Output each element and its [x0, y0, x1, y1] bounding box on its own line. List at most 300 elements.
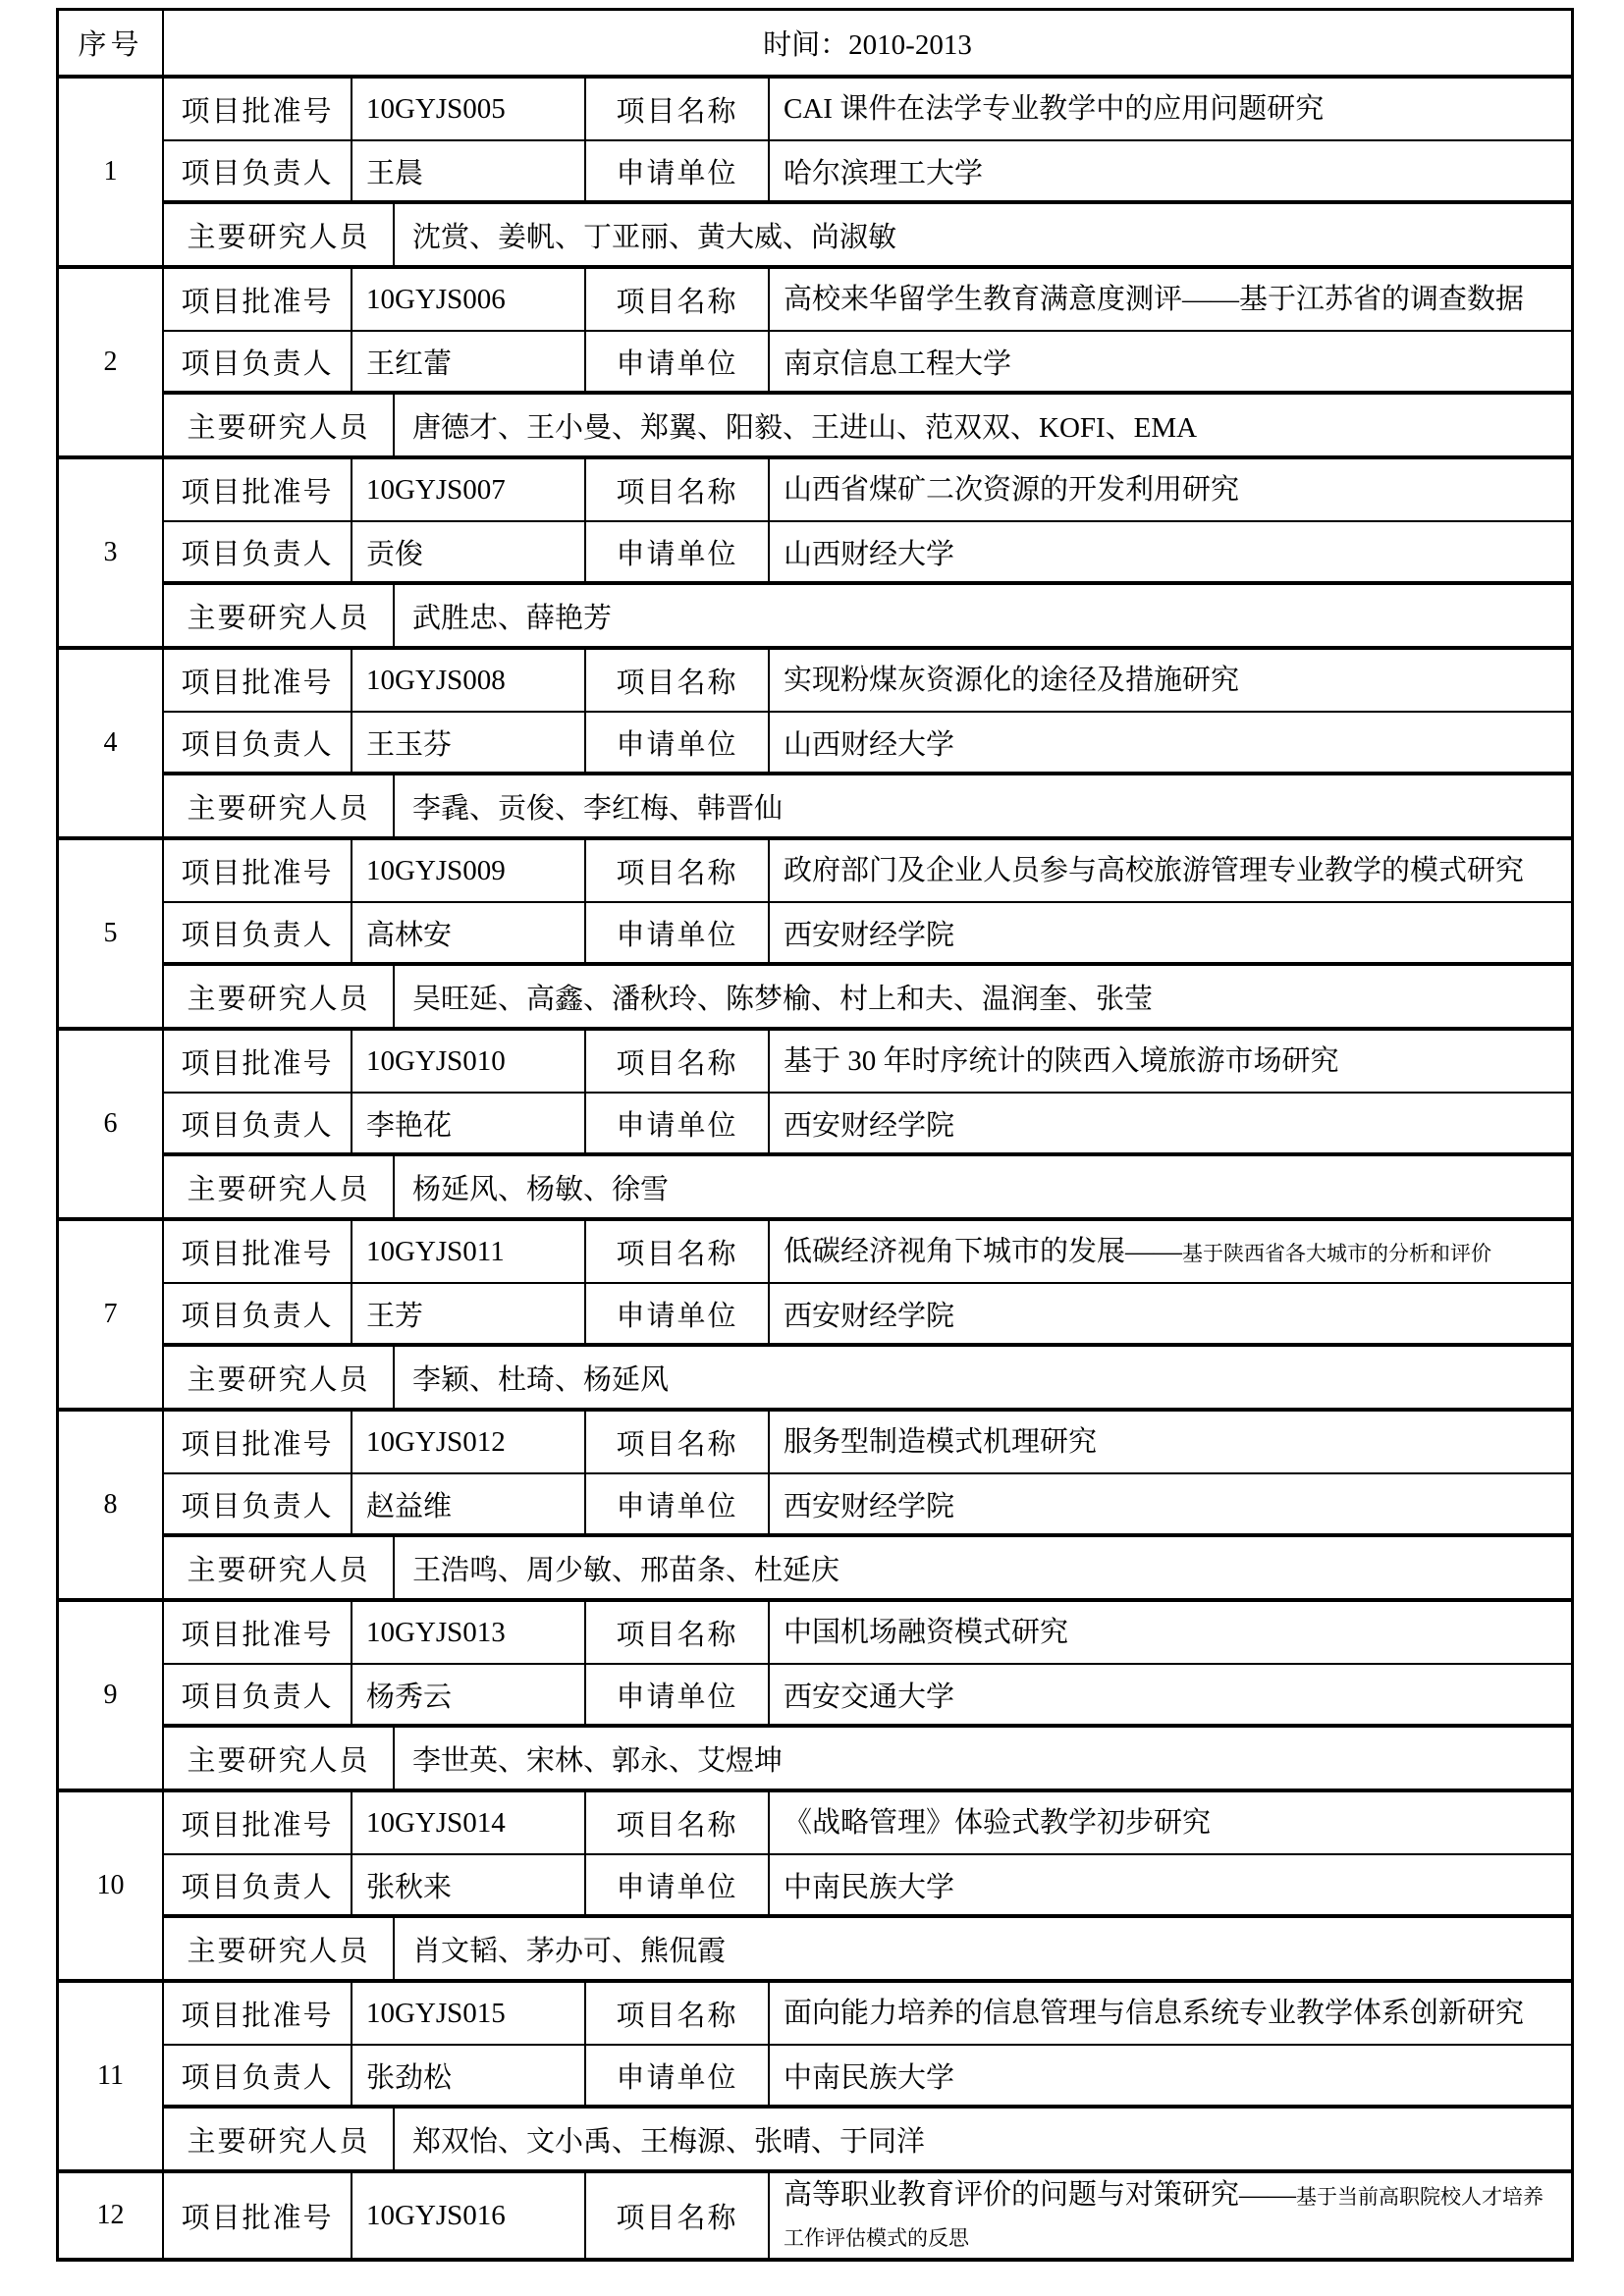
leader-label: 项目负责人 [181, 728, 334, 761]
project-name-value-cell [770, 650, 1571, 711]
project-title-wrap [784, 660, 1239, 701]
researchers-names: 李毳、贡俊、李红梅、韩晋仙 [412, 792, 784, 825]
project-block [59, 269, 1571, 459]
project-name-label-cell [586, 1031, 770, 1092]
leader-name: 王芳 [366, 1300, 424, 1332]
unit-name: 西安财经学院 [784, 919, 955, 951]
approval-label-cell [164, 459, 352, 520]
leader-label: 项目负责人 [181, 1109, 334, 1142]
project-title: 山西省煤矿二次资源的开发利用研究 [784, 473, 1240, 506]
researchers-label: 主要研究人员 [187, 1935, 370, 1967]
leader-label: 项目负责人 [181, 2061, 334, 2094]
project-researchers-row [164, 775, 1571, 836]
project-leader-row [164, 522, 1571, 585]
researchers-label: 主要研究人员 [187, 2125, 370, 2158]
approval-label-cell [164, 269, 352, 330]
project-name-label-cell [586, 1221, 770, 1282]
serial-number: 11 [97, 2060, 124, 2091]
unit-label: 申请单位 [616, 1681, 738, 1713]
project-rows [164, 1412, 1571, 1598]
approval-value-cell [352, 840, 586, 901]
serial-cell [59, 650, 164, 836]
time-header-cell [164, 11, 1571, 75]
project-researchers-row [164, 1918, 1571, 1979]
project-rows [164, 2173, 1571, 2258]
researchers-label-cell [164, 1537, 395, 1598]
leader-name: 张秋来 [366, 1871, 453, 1903]
serial-number: 4 [103, 727, 118, 758]
researchers-label-cell [164, 2109, 395, 2169]
project-name-label-cell [586, 1792, 770, 1853]
unit-value-cell [770, 2046, 1571, 2105]
researchers-label-cell [164, 204, 395, 265]
project-title: 中国机场融资模式研究 [784, 1616, 1069, 1648]
approval-value-cell [352, 1792, 586, 1853]
approval-label: 项目批准号 [181, 1428, 334, 1461]
approval-label: 项目批准号 [181, 476, 334, 508]
project-title: 基于 30 年时序统计的陕西入境旅游市场研究 [784, 1044, 1339, 1077]
unit-value-cell [770, 141, 1571, 200]
project-block [59, 1983, 1571, 2173]
table-header-row [59, 11, 1571, 79]
unit-value-cell [770, 1474, 1571, 1533]
serial-header-label: 序号 [78, 29, 143, 61]
researchers-label-cell [164, 1347, 395, 1408]
unit-name: 西安财经学院 [784, 1109, 955, 1142]
project-name-label-cell [586, 2173, 770, 2258]
serial-cell [59, 1792, 164, 1979]
approval-value-cell [352, 79, 586, 139]
researchers-names: 沈赏、姜帆、丁亚丽、黄大威、尚淑敏 [412, 221, 897, 253]
unit-label-cell [586, 141, 770, 200]
leader-value-cell [352, 141, 586, 200]
leader-label-cell [164, 1855, 352, 1914]
unit-name: 西安交通大学 [784, 1681, 955, 1713]
approval-number: 10GYJS005 [366, 92, 506, 125]
project-block [59, 650, 1571, 840]
leader-label: 项目负责人 [181, 538, 334, 570]
project-name-label-cell [586, 79, 770, 139]
leader-label-cell [164, 1665, 352, 1724]
leader-name: 贡俊 [366, 538, 424, 570]
project-name-label: 项目名称 [616, 286, 738, 318]
unit-value-cell [770, 1284, 1571, 1343]
project-approval-row [164, 840, 1571, 903]
leader-name: 李艳花 [366, 1109, 453, 1142]
project-title: 实现粉煤灰资源化的途径及措施研究 [784, 664, 1240, 696]
leader-value-cell [352, 1284, 586, 1343]
unit-label: 申请单位 [616, 2061, 738, 2094]
project-name-value-cell [770, 840, 1571, 901]
serial-number: 7 [103, 1299, 118, 1329]
project-block [59, 1602, 1571, 1792]
leader-value-cell [352, 903, 586, 962]
approval-label-cell [164, 1221, 352, 1282]
unit-label-cell [586, 1284, 770, 1343]
leader-label-cell [164, 903, 352, 962]
project-approval-row [164, 650, 1571, 713]
project-title-wrap [784, 2174, 1559, 2257]
project-name-label: 项目名称 [616, 476, 738, 508]
leader-label-cell [164, 713, 352, 772]
researchers-names: 杨延风、杨敏、徐雪 [412, 1173, 670, 1205]
approval-label: 项目批准号 [181, 1047, 334, 1080]
project-researchers-row [164, 395, 1571, 455]
approval-value-cell [352, 1602, 586, 1663]
project-name-label: 项目名称 [616, 1047, 738, 1080]
project-rows [164, 650, 1571, 836]
serial-cell [59, 1983, 164, 2169]
project-rows [164, 840, 1571, 1027]
researchers-names: 王浩鸣、周少敏、邢苗条、杜延庆 [412, 1554, 840, 1586]
unit-value-cell [770, 713, 1571, 772]
approval-number: 10GYJS011 [366, 1235, 505, 1267]
unit-name: 西安财经学院 [784, 1300, 955, 1332]
project-name-label: 项目名称 [616, 95, 738, 128]
project-leader-row [164, 1474, 1571, 1537]
unit-label-cell [586, 1665, 770, 1724]
project-leader-row [164, 1094, 1571, 1156]
time-header-text: 时间：2010-2013 [763, 29, 972, 61]
project-block [59, 79, 1571, 269]
project-name-value-cell [770, 79, 1571, 139]
project-name-value-cell [770, 1602, 1571, 1663]
project-rows [164, 1983, 1571, 2169]
unit-label: 申请单位 [616, 919, 738, 951]
project-rows [164, 1031, 1571, 1217]
project-title: 服务型制造模式机理研究 [784, 1425, 1098, 1458]
project-name-value-cell [770, 1792, 1571, 1853]
researchers-value-cell [395, 775, 1571, 836]
project-title: 面向能力培养的信息管理与信息系统专业教学体系创新研究 [784, 1997, 1525, 2029]
approval-label-cell [164, 840, 352, 901]
project-leader-row [164, 141, 1571, 204]
project-approval-row [164, 459, 1571, 522]
unit-label-cell [586, 713, 770, 772]
serial-number: 1 [103, 156, 118, 187]
project-block [59, 1792, 1571, 1983]
leader-value-cell [352, 522, 586, 581]
project-approval-row [164, 1412, 1571, 1474]
project-title-wrap [784, 279, 1524, 320]
leader-name: 王红蕾 [366, 347, 453, 380]
project-name-label: 项目名称 [616, 857, 738, 889]
leader-name: 杨秀云 [366, 1681, 453, 1713]
approval-value-cell [352, 2173, 586, 2258]
leader-name: 王玉芬 [366, 728, 453, 761]
project-table [56, 8, 1574, 2262]
project-researchers-row [164, 1347, 1571, 1408]
approval-label-cell [164, 1792, 352, 1853]
project-title-wrap [784, 1041, 1339, 1082]
project-name-label: 项目名称 [616, 1428, 738, 1461]
project-name-value-cell [770, 269, 1571, 330]
project-name-value-cell [770, 1031, 1571, 1092]
project-blocks [59, 79, 1571, 2258]
approval-number: 10GYJS008 [366, 664, 506, 696]
project-leader-row [164, 1284, 1571, 1347]
researchers-value-cell [395, 1156, 1571, 1217]
unit-label-cell [586, 522, 770, 581]
approval-number: 10GYJS007 [366, 473, 506, 506]
unit-value-cell [770, 1094, 1571, 1152]
unit-label-cell [586, 903, 770, 962]
project-name-value-cell [770, 2173, 1571, 2258]
leader-label-cell [164, 1284, 352, 1343]
researchers-label: 主要研究人员 [187, 602, 370, 634]
researchers-names: 肖文韬、茅办可、熊侃霞 [412, 1935, 727, 1967]
leader-name: 王晨 [366, 157, 424, 189]
leader-label: 项目负责人 [181, 347, 334, 380]
approval-label: 项目批准号 [181, 667, 334, 699]
serial-cell [59, 269, 164, 455]
project-name-label: 项目名称 [616, 2202, 738, 2234]
approval-value-cell [352, 650, 586, 711]
project-leader-row [164, 1855, 1571, 1918]
project-researchers-row [164, 1156, 1571, 1217]
leader-label: 项目负责人 [181, 1871, 334, 1903]
unit-label: 申请单位 [616, 1300, 738, 1332]
project-name-label-cell [586, 1602, 770, 1663]
unit-label-cell [586, 1094, 770, 1152]
unit-name: 西安财经学院 [784, 1490, 955, 1522]
approval-label-cell [164, 1602, 352, 1663]
project-rows [164, 1602, 1571, 1789]
leader-name: 高林安 [366, 919, 453, 951]
leader-label: 项目负责人 [181, 919, 334, 951]
project-approval-row [164, 269, 1571, 332]
project-approval-row [164, 1221, 1571, 1284]
project-rows [164, 269, 1571, 455]
researchers-label-cell [164, 395, 395, 455]
leader-value-cell [352, 1855, 586, 1914]
researchers-value-cell [395, 1537, 1571, 1598]
unit-name: 中南民族大学 [784, 1871, 955, 1903]
approval-number: 10GYJS010 [366, 1044, 506, 1077]
serial-cell [59, 459, 164, 646]
project-name-label: 项目名称 [616, 1619, 738, 1651]
approval-label: 项目批准号 [181, 857, 334, 889]
serial-number: 5 [103, 918, 118, 948]
approval-number: 10GYJS006 [366, 283, 506, 315]
unit-value-cell [770, 332, 1571, 391]
unit-value-cell [770, 1665, 1571, 1724]
project-leader-row [164, 1665, 1571, 1728]
project-title-wrap [784, 1421, 1097, 1463]
unit-name: 哈尔滨理工大学 [784, 157, 984, 189]
unit-value-cell [770, 903, 1571, 962]
project-title-wrap [784, 1802, 1211, 1843]
leader-label: 项目负责人 [181, 1490, 334, 1522]
researchers-label-cell [164, 585, 395, 646]
project-leader-row [164, 903, 1571, 966]
researchers-label-cell [164, 775, 395, 836]
project-name-label-cell [586, 459, 770, 520]
unit-label-cell [586, 332, 770, 391]
unit-label-cell [586, 1855, 770, 1914]
serial-cell [59, 79, 164, 265]
unit-label: 申请单位 [616, 728, 738, 761]
approval-label: 项目批准号 [181, 95, 334, 128]
project-title-wrap [784, 1612, 1068, 1653]
researchers-value-cell [395, 2109, 1571, 2169]
unit-label: 申请单位 [616, 1871, 738, 1903]
serial-number: 2 [103, 347, 118, 377]
unit-label: 申请单位 [616, 347, 738, 380]
project-block [59, 1031, 1571, 1221]
leader-name: 赵益维 [366, 1490, 453, 1522]
leader-label-cell [164, 522, 352, 581]
leader-label-cell [164, 2046, 352, 2105]
researchers-names: 吴旺延、高鑫、潘秋玲、陈梦榆、村上和夫、温润奎、张莹 [412, 983, 1154, 1015]
project-name-value-cell [770, 1221, 1571, 1282]
project-name-label-cell [586, 1983, 770, 2044]
project-title-note: 基于当前高职院校人才培养工作评估模式的反思 [784, 2184, 1544, 2250]
unit-label-cell [586, 1474, 770, 1533]
unit-name: 山西财经大学 [784, 538, 955, 570]
researchers-label-cell [164, 1918, 395, 1979]
approval-label-cell [164, 79, 352, 139]
approval-label: 项目批准号 [181, 1619, 334, 1651]
project-approval-row [164, 1031, 1571, 1094]
project-title-wrap [784, 1231, 1491, 1272]
project-approval-row [164, 79, 1571, 141]
project-name-label: 项目名称 [616, 667, 738, 699]
approval-label-cell [164, 1412, 352, 1472]
approval-value-cell [352, 1031, 586, 1092]
approval-label-cell [164, 650, 352, 711]
project-researchers-row [164, 1728, 1571, 1789]
approval-number: 10GYJS015 [366, 1997, 506, 2029]
leader-value-cell [352, 332, 586, 391]
leader-value-cell [352, 1094, 586, 1152]
researchers-label-cell [164, 1156, 395, 1217]
leader-label: 项目负责人 [181, 1681, 334, 1713]
project-title-wrap [784, 1993, 1524, 2034]
project-leader-row [164, 713, 1571, 775]
unit-name: 山西财经大学 [784, 728, 955, 761]
leader-label: 项目负责人 [181, 1300, 334, 1332]
leader-value-cell [352, 713, 586, 772]
approval-value-cell [352, 269, 586, 330]
researchers-label: 主要研究人员 [187, 1554, 370, 1586]
approval-number: 10GYJS013 [366, 1616, 506, 1648]
project-title: 高等职业教育评价的问题与对策研究—— [784, 2178, 1297, 2211]
project-title: 低碳经济视角下城市的发展—— [784, 1235, 1183, 1267]
leader-label-cell [164, 1474, 352, 1533]
researchers-label: 主要研究人员 [187, 221, 370, 253]
researchers-names: 武胜忠、薛艳芳 [412, 602, 613, 634]
unit-label: 申请单位 [616, 1490, 738, 1522]
serial-cell [59, 840, 164, 1027]
researchers-value-cell [395, 585, 1571, 646]
approval-value-cell [352, 1983, 586, 2044]
project-name-label: 项目名称 [616, 1809, 738, 1842]
leader-label-cell [164, 1094, 352, 1152]
leader-label-cell [164, 332, 352, 391]
researchers-label: 主要研究人员 [187, 983, 370, 1015]
unit-label: 申请单位 [616, 538, 738, 570]
researchers-names: 郑双怡、文小禹、王梅源、张晴、于同洋 [412, 2125, 926, 2158]
project-block [59, 1221, 1571, 1412]
project-title-wrap [784, 88, 1324, 130]
serial-header-cell [59, 11, 164, 75]
project-approval-row [164, 1983, 1571, 2046]
leader-value-cell [352, 2046, 586, 2105]
unit-value-cell [770, 522, 1571, 581]
project-name-label-cell [586, 1412, 770, 1472]
project-rows [164, 79, 1571, 265]
serial-cell [59, 1221, 164, 1408]
project-approval-row [164, 1602, 1571, 1665]
approval-number: 10GYJS014 [366, 1806, 506, 1839]
researchers-value-cell [395, 204, 1571, 265]
approval-label-cell [164, 1983, 352, 2044]
researchers-names: 李世英、宋林、郭永、艾煜坤 [412, 1744, 784, 1777]
researchers-label: 主要研究人员 [187, 792, 370, 825]
leader-name: 张劲松 [366, 2061, 453, 2094]
project-researchers-row [164, 966, 1571, 1027]
project-researchers-row [164, 1537, 1571, 1598]
researchers-names: 李颖、杜琦、杨延风 [412, 1363, 670, 1396]
project-title-note: 基于陕西省各大城市的分析和评价 [1182, 1241, 1492, 1265]
researchers-value-cell [395, 395, 1571, 455]
approval-label-cell [164, 1031, 352, 1092]
project-title: CAI 课件在法学专业教学中的应用问题研究 [784, 92, 1325, 125]
serial-number: 6 [103, 1108, 118, 1139]
project-researchers-row [164, 585, 1571, 646]
serial-cell [59, 2173, 164, 2258]
project-title-wrap [784, 469, 1239, 510]
researchers-label: 主要研究人员 [187, 1744, 370, 1777]
project-researchers-row [164, 204, 1571, 265]
project-block [59, 1412, 1571, 1602]
unit-name: 中南民族大学 [784, 2061, 955, 2094]
serial-cell [59, 1412, 164, 1598]
approval-label: 项目批准号 [181, 286, 334, 318]
leader-value-cell [352, 1474, 586, 1533]
approval-value-cell [352, 1412, 586, 1472]
unit-value-cell [770, 1855, 1571, 1914]
project-researchers-row [164, 2109, 1571, 2169]
leader-label-cell [164, 141, 352, 200]
serial-number: 10 [96, 1870, 125, 1900]
project-rows [164, 1792, 1571, 1979]
serial-number: 12 [96, 2200, 125, 2230]
approval-label: 项目批准号 [181, 1238, 334, 1270]
approval-label: 项目批准号 [181, 1809, 334, 1842]
project-rows [164, 1221, 1571, 1408]
serial-number: 8 [103, 1489, 118, 1520]
project-approval-row [164, 2173, 1571, 2258]
project-approval-row [164, 1792, 1571, 1855]
approval-number: 10GYJS009 [366, 854, 506, 886]
project-name-label-cell [586, 840, 770, 901]
project-leader-row [164, 332, 1571, 395]
project-title: 高校来华留学生教育满意度测评——基于江苏省的调查数据 [784, 283, 1525, 315]
unit-label: 申请单位 [616, 157, 738, 189]
approval-label: 项目批准号 [181, 2000, 334, 2032]
project-name-label: 项目名称 [616, 2000, 738, 2032]
project-name-label-cell [586, 650, 770, 711]
leader-value-cell [352, 1665, 586, 1724]
researchers-value-cell [395, 1728, 1571, 1789]
approval-value-cell [352, 459, 586, 520]
project-block [59, 459, 1571, 650]
project-title: 政府部门及企业人员参与高校旅游管理专业教学的模式研究 [784, 854, 1525, 886]
researchers-label: 主要研究人员 [187, 1363, 370, 1396]
approval-number: 10GYJS012 [366, 1425, 506, 1458]
